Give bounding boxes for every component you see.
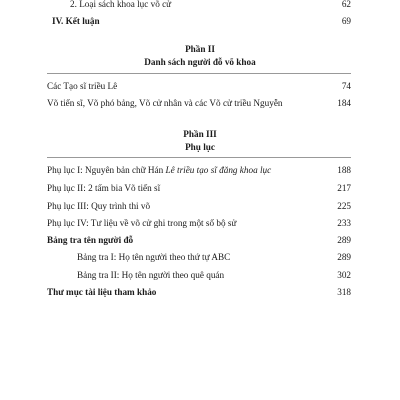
section-divider xyxy=(47,73,351,74)
toc-entry-page: 62 xyxy=(341,0,351,9)
toc-entry-label: Các Tạo sĩ triều Lê xyxy=(47,81,118,91)
toc-entry-page: 217 xyxy=(337,183,351,193)
part-2-subtitle: Danh sách người đỗ võ khoa xyxy=(144,57,256,67)
toc-entry-page: 184 xyxy=(337,98,351,108)
toc-entry-page: 74 xyxy=(341,81,351,91)
toc-entry-appendix-4 xyxy=(47,216,351,230)
toc-entry-label xyxy=(47,163,271,177)
toc-entry-label: Bảng tra II: Họ tên người theo quê quán xyxy=(77,270,225,280)
toc-entry-bibliography xyxy=(47,285,351,299)
toc-entry-index xyxy=(47,233,351,247)
toc-entry-page: 318 xyxy=(337,287,351,297)
toc-entry-tao-si xyxy=(47,79,351,93)
toc-entry-label: Phụ lục III: Quy trình thi võ xyxy=(47,201,151,211)
toc-entry-label: Võ tiến sĩ, Võ phó bảng, Võ cử nhân và các Võ cử triều Nguyễn xyxy=(47,98,283,108)
toc-entry-label: Bảng tra tên người đỗ xyxy=(47,235,134,245)
toc-entry-label: Phụ lục II: 2 tấm bia Võ tiến sĩ xyxy=(47,183,161,193)
toc-entry-page: 233 xyxy=(337,218,351,228)
toc-entry-index-2 xyxy=(77,268,351,282)
toc-entry-appendix-3 xyxy=(47,199,351,213)
appendix-1-prefix: Phụ lục I: Nguyên bản chữ Hán xyxy=(47,165,166,175)
toc-entry-appendix-1 xyxy=(47,163,351,177)
toc-entry-label: 2. Loại sách khoa lục võ cử xyxy=(70,0,172,9)
toc-entry-label: Phụ lục IV: Tư liệu về võ cử ghi trong một số bộ sử xyxy=(47,218,237,228)
toc-entry-index-1 xyxy=(77,250,351,264)
part-2-title: Phần II xyxy=(185,44,215,54)
toc-entry-label: IV. Kết luận xyxy=(52,16,100,26)
toc-entry-label: Thư mục tài liệu tham khảo xyxy=(47,287,157,297)
toc-entry-page: 225 xyxy=(337,201,351,211)
section-divider xyxy=(47,157,351,158)
toc-entry-appendix-2 xyxy=(47,181,351,195)
part-3-subtitle: Phụ lục xyxy=(185,142,215,152)
toc-entry-page: 188 xyxy=(337,165,351,175)
toc-entry-page: 302 xyxy=(337,270,351,280)
appendix-1-italic-title: Lê triều tạo sĩ đăng khoa lục xyxy=(165,165,272,175)
toc-entry-page: 289 xyxy=(337,235,351,245)
toc-entry-loai-sach xyxy=(70,0,351,11)
toc-entry-page: 289 xyxy=(337,252,351,262)
toc-entry-vo-tien-si xyxy=(47,96,351,110)
part-3-title: Phần III xyxy=(183,129,217,139)
toc-entry-label: Bảng tra I: Họ tên người theo thứ tự ABC xyxy=(77,252,231,262)
toc-entry-ket-luan xyxy=(52,14,351,28)
toc-entry-page: 69 xyxy=(341,16,351,26)
